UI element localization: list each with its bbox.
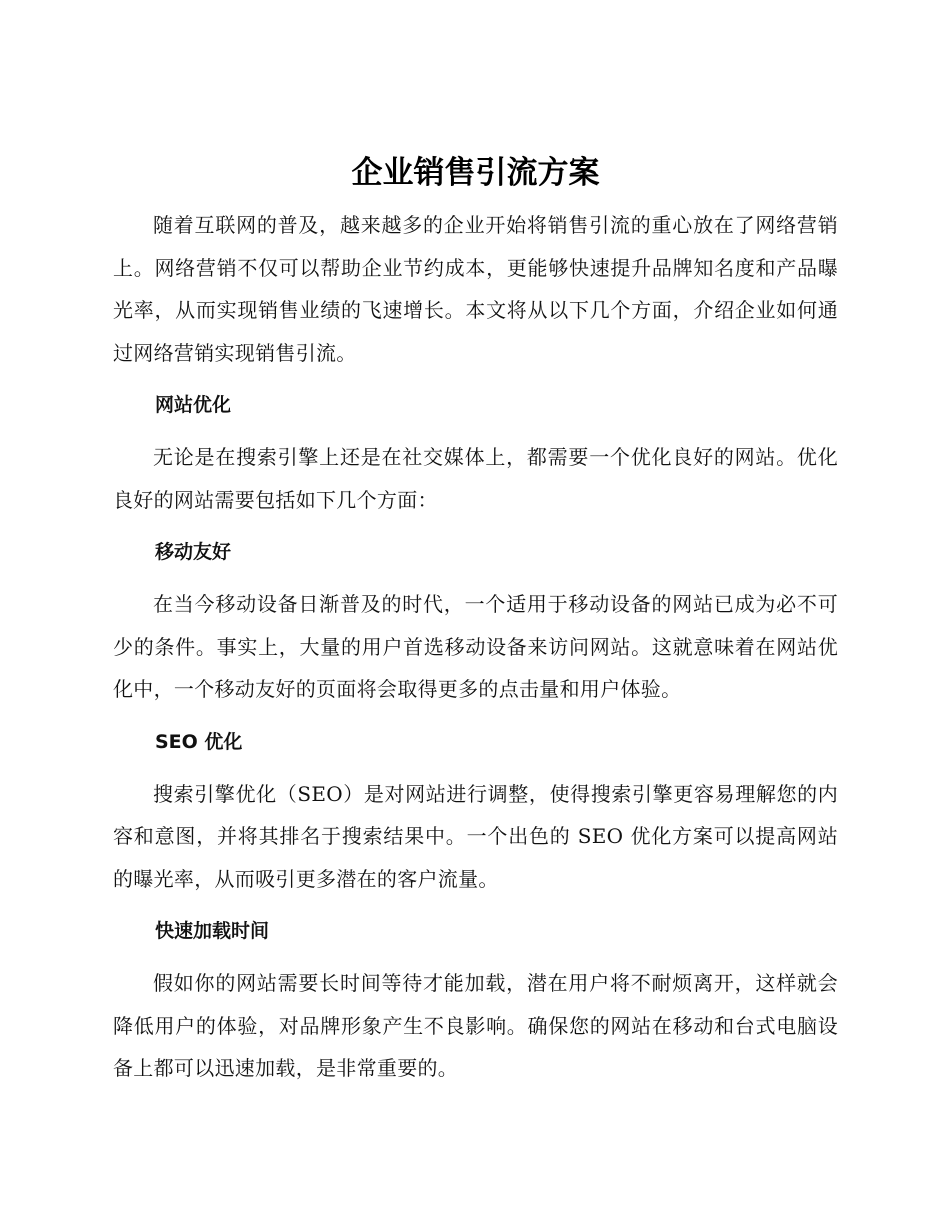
section-body-mobile-friendly: 在当今移动设备日渐普及的时代，一个适用于移动设备的网站已成为必不可少的条件。事实上，大量的用户首选移动设备来访问网站。这就意味着在网站优化中，一个移动友好的页面将会取得更多的点击量和用户体验。 xyxy=(113,592,838,701)
section-body-seo: 搜索引擎优化（SEO）是对网站进行调整，使得搜索引擎更容易理解您的内容和意图，并将其排名于搜索结果中。一个出色的 SEO 优化方案可以提高网站的曝光率，从而吸引更多潜在的客户流量。 xyxy=(113,781,838,891)
section-body-website-optimization: 无论是在搜索引擎上还是在社交媒体上，都需要一个优化良好的网站。优化良好的网站需要包括如下几个方面： xyxy=(113,445,838,512)
section-heading-fast-loading: 快速加载时间 xyxy=(155,920,270,942)
section-heading-seo: SEO 优化 xyxy=(155,730,243,753)
section-body-fast-loading: 假如你的网站需要长时间等待才能加载，潜在用户将不耐烦离开，这样就会降低用户的体验，对品牌形象产生不良影响。确保您的网站在移动和台式电脑设备上都可以迅速加载，是非常重要的。 xyxy=(113,971,838,1080)
section-heading-website-optimization: 网站优化 xyxy=(155,394,232,416)
document-page xyxy=(113,148,838,1090)
section-heading-mobile-friendly: 移动友好 xyxy=(155,541,232,563)
intro-paragraph: 随着互联网的普及，越来越多的企业开始将销售引流的重心放在了网络营销上。网络营销不仅可以帮助企业节约成本，更能够快速提升品牌知名度和产品曝光率，从而实现销售业绩的飞速增长。本文将从以下几个方面，介绍企业如何通过网络营销实现销售引流。 xyxy=(113,213,838,365)
document-title: 企业销售引流方案 xyxy=(351,155,600,191)
